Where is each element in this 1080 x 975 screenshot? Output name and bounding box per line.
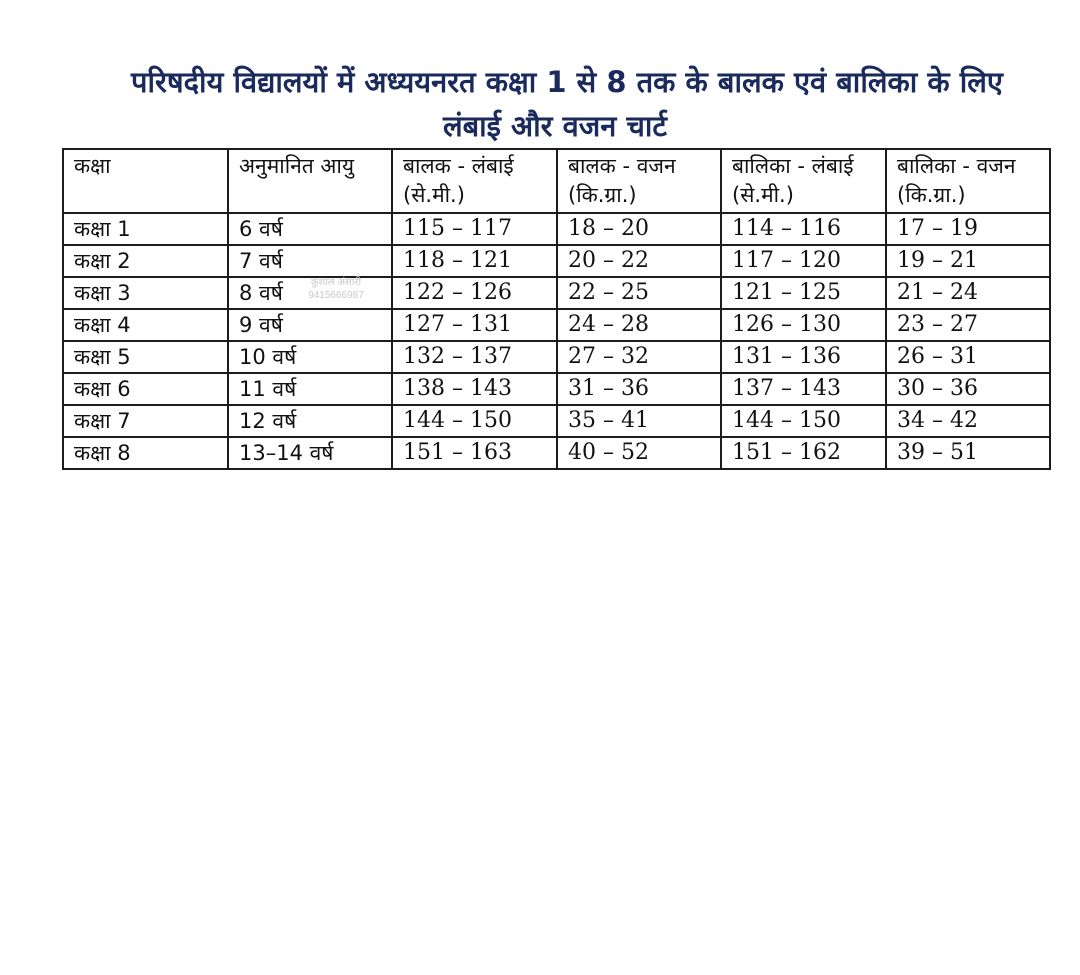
cell-class: कक्षा 2 (63, 245, 228, 277)
cell-age: 9 वर्ष (228, 309, 392, 341)
cell-boy-height: 122 – 126 (392, 277, 557, 309)
cell-boy-height: 151 – 163 (392, 437, 557, 469)
header-boy-weight-unit: (कि.ग्रा.) (568, 183, 637, 207)
cell-girl-weight: 23 – 27 (886, 309, 1050, 341)
cell-girl-weight: 17 – 19 (886, 213, 1050, 245)
cell-girl-height: 144 – 150 (721, 405, 886, 437)
table-row (63, 437, 1050, 469)
header-girl-weight-label: बालिका - वजन (897, 154, 1016, 178)
table-row (63, 405, 1050, 437)
cell-age: 12 वर्ष (228, 405, 392, 437)
cell-age: 8 वर्ष (228, 277, 392, 309)
header-girl-weight-unit: (कि.ग्रा.) (897, 183, 966, 207)
cell-boy-height: 127 – 131 (392, 309, 557, 341)
cell-girl-height: 131 – 136 (721, 341, 886, 373)
title-line-1: परिषदीय विद्यालयों में अध्ययनरत कक्षा 1 से 8 तक के बालक एवं बालिका के लिए (131, 65, 1003, 99)
page-title (60, 60, 1050, 148)
cell-girl-weight: 39 – 51 (886, 437, 1050, 469)
cell-boy-weight: 18 – 20 (557, 213, 721, 245)
cell-age: 13–14 वर्ष (228, 437, 392, 469)
watermark-phone: 9415666987 (308, 290, 364, 301)
cell-boy-height: 115 – 117 (392, 213, 557, 245)
cell-girl-height: 114 – 116 (721, 213, 886, 245)
header-age (228, 149, 392, 213)
table-header-row (63, 149, 1050, 213)
cell-girl-weight: 34 – 42 (886, 405, 1050, 437)
cell-boy-weight: 40 – 52 (557, 437, 721, 469)
cell-class: कक्षा 3 (63, 277, 228, 309)
cell-boy-height: 118 – 121 (392, 245, 557, 277)
cell-girl-weight: 26 – 31 (886, 341, 1050, 373)
cell-age: 11 वर्ष (228, 373, 392, 405)
table-row (63, 309, 1050, 341)
header-boy-height-unit: (से.मी.) (403, 183, 465, 207)
cell-class: कक्षा 5 (63, 341, 228, 373)
header-girl-height-unit: (से.मी.) (732, 183, 794, 207)
table-row (63, 341, 1050, 373)
table-row (63, 245, 1050, 277)
table-row (63, 213, 1050, 245)
cell-boy-height: 138 – 143 (392, 373, 557, 405)
header-girl-height-label: बालिका - लंबाई (732, 154, 854, 178)
cell-girl-height: 137 – 143 (721, 373, 886, 405)
header-boy-height (392, 149, 557, 213)
cell-girl-weight: 21 – 24 (886, 277, 1050, 309)
cell-boy-height: 132 – 137 (392, 341, 557, 373)
header-boy-weight (557, 149, 721, 213)
cell-class: कक्षा 8 (63, 437, 228, 469)
table-row (63, 277, 1050, 309)
header-boy-height-label: बालक - लंबाई (403, 154, 514, 178)
cell-boy-weight: 35 – 41 (557, 405, 721, 437)
watermark (290, 276, 382, 302)
watermark-name: कुशाल अंसारी (310, 277, 362, 288)
cell-girl-height: 117 – 120 (721, 245, 886, 277)
header-class-label: कक्षा (74, 154, 111, 178)
header-age-label: अनुमानित आयु (239, 154, 355, 178)
cell-age: 10 वर्ष (228, 341, 392, 373)
title-line-2: लंबाई और वजन चार्ट (442, 109, 668, 143)
cell-girl-weight: 19 – 21 (886, 245, 1050, 277)
height-weight-table (62, 148, 1051, 470)
table-row (63, 373, 1050, 405)
cell-class: कक्षा 7 (63, 405, 228, 437)
cell-age: 7 वर्ष (228, 245, 392, 277)
cell-girl-weight: 30 – 36 (886, 373, 1050, 405)
cell-girl-height: 121 – 125 (721, 277, 886, 309)
cell-class: कक्षा 1 (63, 213, 228, 245)
cell-boy-weight: 22 – 25 (557, 277, 721, 309)
cell-boy-weight: 31 – 36 (557, 373, 721, 405)
cell-girl-height: 151 – 162 (721, 437, 886, 469)
cell-boy-weight: 27 – 32 (557, 341, 721, 373)
cell-age: 6 वर्ष (228, 213, 392, 245)
header-boy-weight-label: बालक - वजन (568, 154, 676, 178)
cell-girl-height: 126 – 130 (721, 309, 886, 341)
cell-boy-weight: 20 – 22 (557, 245, 721, 277)
cell-boy-height: 144 – 150 (392, 405, 557, 437)
cell-class: कक्षा 6 (63, 373, 228, 405)
header-class (63, 149, 228, 213)
cell-boy-weight: 24 – 28 (557, 309, 721, 341)
header-girl-height (721, 149, 886, 213)
header-girl-weight (886, 149, 1050, 213)
cell-class: कक्षा 4 (63, 309, 228, 341)
